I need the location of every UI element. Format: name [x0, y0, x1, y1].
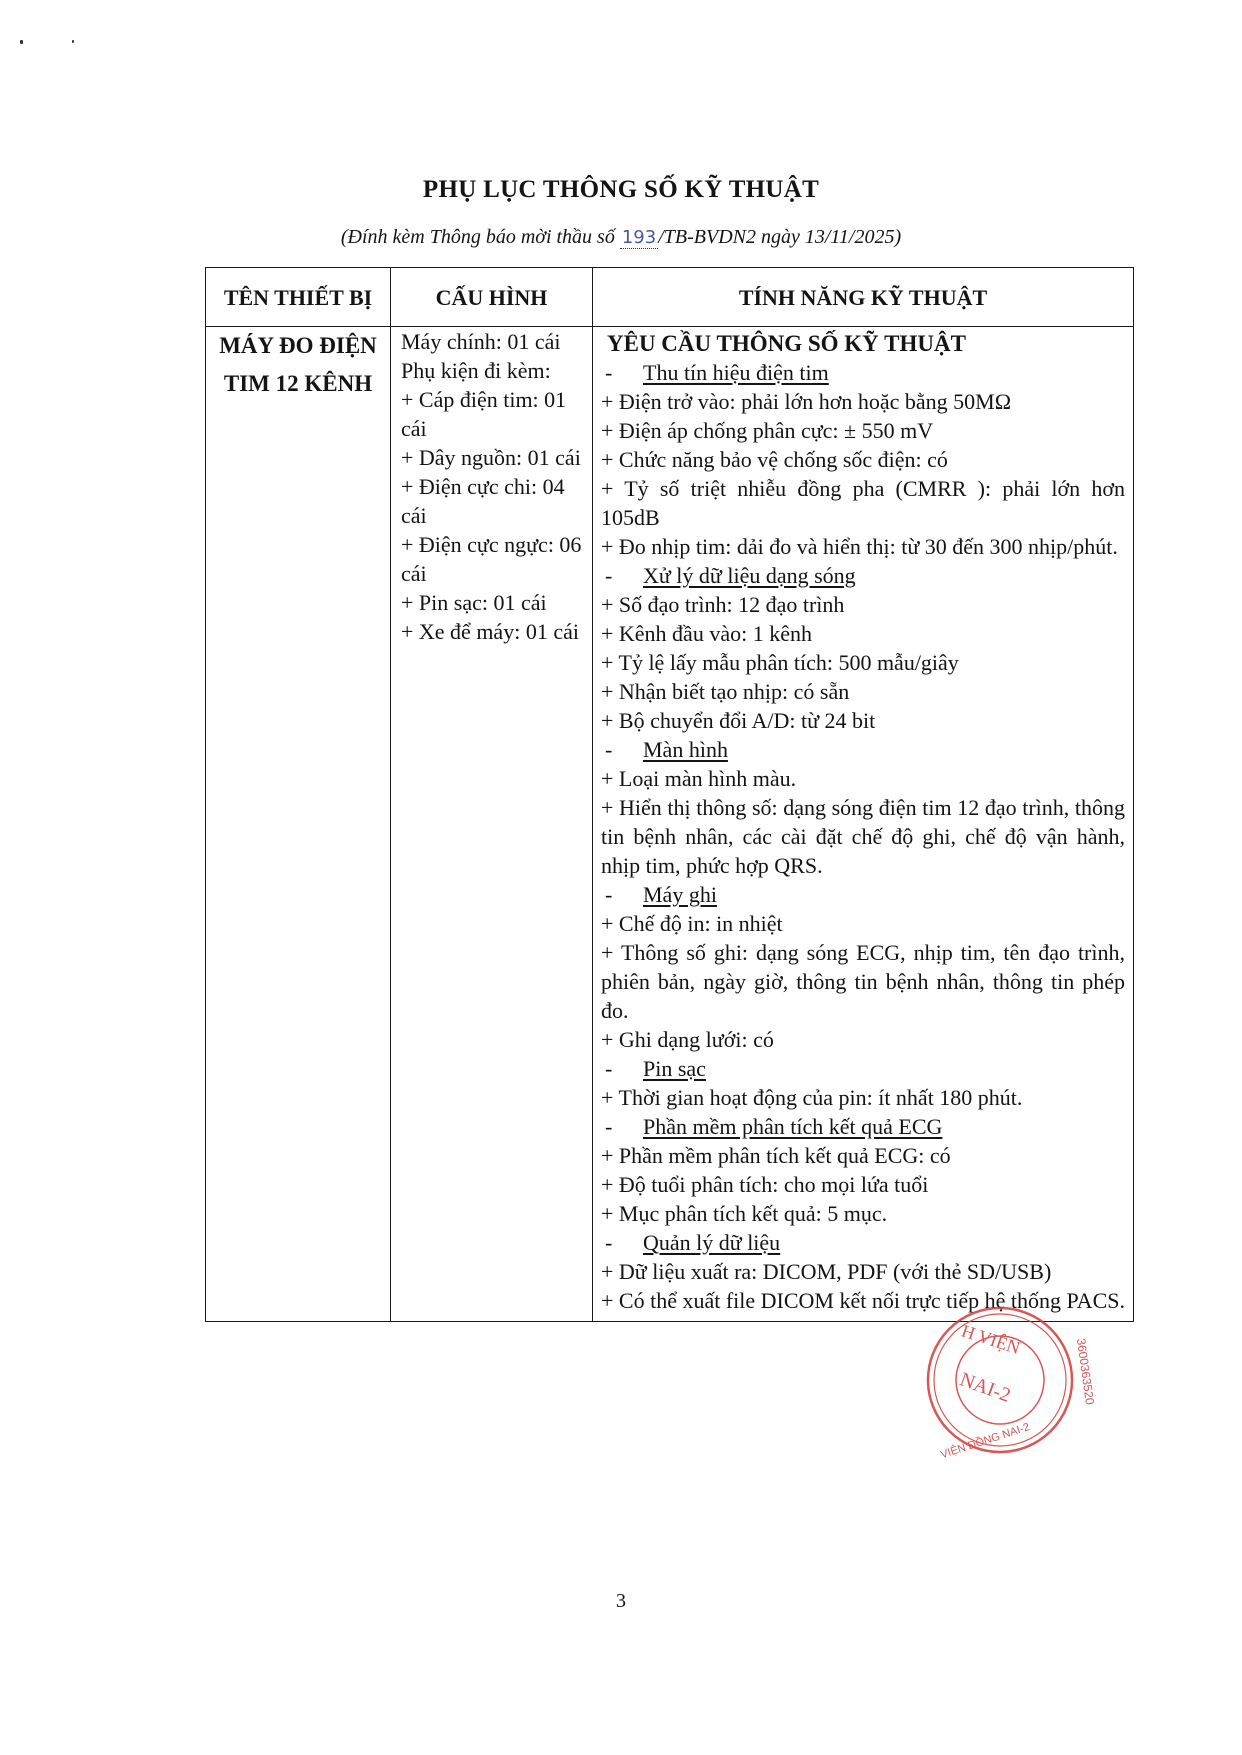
feature-item: + Tỷ số triệt nhiễu đồng pha (CMRR ): phải lớn hơn 105dB: [601, 476, 1125, 530]
table-header-row: [206, 268, 1134, 327]
section-title-data-management: Quản lý dữ liệu: [643, 1230, 781, 1255]
feature-item: + Điện trở vào: phải lớn hơn hoặc bằng 50MΩ: [601, 389, 1012, 414]
scan-speck: [72, 40, 74, 43]
stamp-text-side: 3600363520: [1073, 1337, 1097, 1406]
header-technical-features: TÍNH NĂNG KỸ THUẬT: [593, 268, 1134, 327]
feature-item: + Đo nhịp tim: dải đo và hiển thị: từ 30 đến 300 nhịp/phút.: [601, 534, 1118, 559]
feature-item: + Nhận biết tạo nhịp: có sẵn: [601, 679, 850, 704]
spec-table: [205, 267, 1134, 1322]
feature-item: + Điện áp chống phân cực: ± 550 mV: [601, 418, 934, 443]
feature-item: + Tỷ lệ lấy mẫu phân tích: 500 mẫu/giây: [601, 650, 959, 675]
feature-item: + Phần mềm phân tích kết quả ECG: có: [601, 1143, 951, 1168]
feature-item: + Ghi dạng lưới: có: [601, 1027, 774, 1052]
subtitle-prefix: (Đính kèm Thông báo mời thầu số: [340, 226, 620, 248]
feature-item: + Chức năng bảo vệ chống sốc điện: có: [601, 447, 948, 472]
handwritten-notice-number: 193: [621, 227, 657, 248]
feature-item: + Có thể xuất file DICOM kết nối trực tiếp hệ thống PACS.: [601, 1288, 1125, 1313]
document-title: PHỤ LỤC THÔNG SỐ KỸ THUẬT: [422, 176, 820, 203]
table-row: [206, 327, 1134, 1322]
section-title-display: Màn hình: [643, 737, 728, 762]
config-line: + Cáp điện tim: 01 cái: [401, 387, 567, 441]
features-cell: [593, 327, 1134, 1322]
section-title-ecg-software: Phần mềm phân tích kết quả ECG: [643, 1114, 943, 1139]
section-title-battery: Pin sạc: [643, 1056, 706, 1081]
section-heading: - Phần mềm phân tích kết quả ECG: [605, 1114, 943, 1139]
section-title-recorder: Máy ghi: [643, 882, 717, 907]
feature-item: + Thông số ghi: dạng sóng ECG, nhịp tim, tên đạo trình, phiên bản, ngày giờ, thông tin bệnh nhân, thông tin phép đo.: [601, 940, 1125, 1023]
feature-item: + Dữ liệu xuất ra: DICOM, PDF (với thẻ SD/USB): [601, 1259, 1052, 1284]
feature-item: + Độ tuổi phân tích: cho mọi lứa tuổi: [601, 1172, 929, 1197]
header-configuration: CẤU HÌNH: [391, 268, 593, 327]
config-line: + Pin sạc: 01 cái: [401, 590, 547, 615]
feature-item: + Số đạo trình: 12 đạo trình: [601, 592, 845, 617]
feature-item: + Loại màn hình màu.: [601, 766, 797, 791]
section-heading: - Quản lý dữ liệu: [605, 1230, 781, 1255]
configuration-cell: [391, 327, 593, 1322]
config-line: + Điện cực chi: 04 cái: [401, 474, 565, 528]
document-subtitle: [0, 226, 1242, 249]
section-heading: - Thu tín hiệu điện tim: [605, 360, 829, 385]
config-line: + Xe để máy: 01 cái: [401, 619, 579, 644]
config-line: Máy chính: 01 cái: [401, 329, 561, 354]
feature-item: + Bộ chuyển đổi A/D: từ 24 bit: [601, 708, 876, 733]
section-heading: - Máy ghi: [605, 882, 717, 907]
config-line: + Điện cực ngực: 06 cái: [401, 532, 582, 586]
device-name-cell: MÁY ĐO ĐIỆN TIM 12 KÊNH: [206, 327, 391, 1322]
stamp-text-top: H VIỆN: [959, 1320, 1023, 1359]
stamp-text-middle: NAI-2: [956, 1368, 1014, 1407]
hospital-seal-stamp: [920, 1300, 1097, 1462]
feature-item: + Thời gian hoạt động của pin: ít nhất 180 phút.: [601, 1085, 1023, 1110]
feature-item: + Hiển thị thông số: dạng sóng điện tim 12 đạo trình, thông tin bệnh nhân, các cài đặt chế độ ghi, chế độ vận hành, nhịp tim, phức hợp QRS.: [601, 795, 1125, 878]
scan-speck: [20, 40, 23, 44]
stamp-text-bottom: VIỆN ĐỒNG NAI-2: [939, 1421, 1032, 1462]
section-title-signal: Thu tín hiệu điện tim: [643, 360, 829, 385]
feature-item: + Chế độ in: in nhiệt: [601, 911, 783, 936]
features-heading: YÊU CẦU THÔNG SỐ KỸ THUẬT: [607, 331, 966, 356]
config-line: + Dây nguồn: 01 cái: [401, 445, 581, 470]
feature-item: + Kênh đầu vào: 1 kênh: [601, 621, 812, 646]
page-number: 3: [616, 1590, 626, 1612]
subtitle-suffix: /TB-BVDN2 ngày 13/11/2025): [658, 226, 902, 248]
header-device-name: TÊN THIẾT BỊ: [206, 268, 391, 327]
section-heading: - Xử lý dữ liệu dạng sóng: [605, 563, 856, 588]
section-title-waveform: Xử lý dữ liệu dạng sóng: [643, 563, 856, 588]
feature-item: + Mục phân tích kết quả: 5 mục.: [601, 1201, 888, 1226]
config-line: Phụ kiện đi kèm:: [401, 358, 551, 383]
section-heading: - Màn hình: [605, 737, 728, 762]
section-heading: - Pin sạc: [605, 1056, 706, 1081]
